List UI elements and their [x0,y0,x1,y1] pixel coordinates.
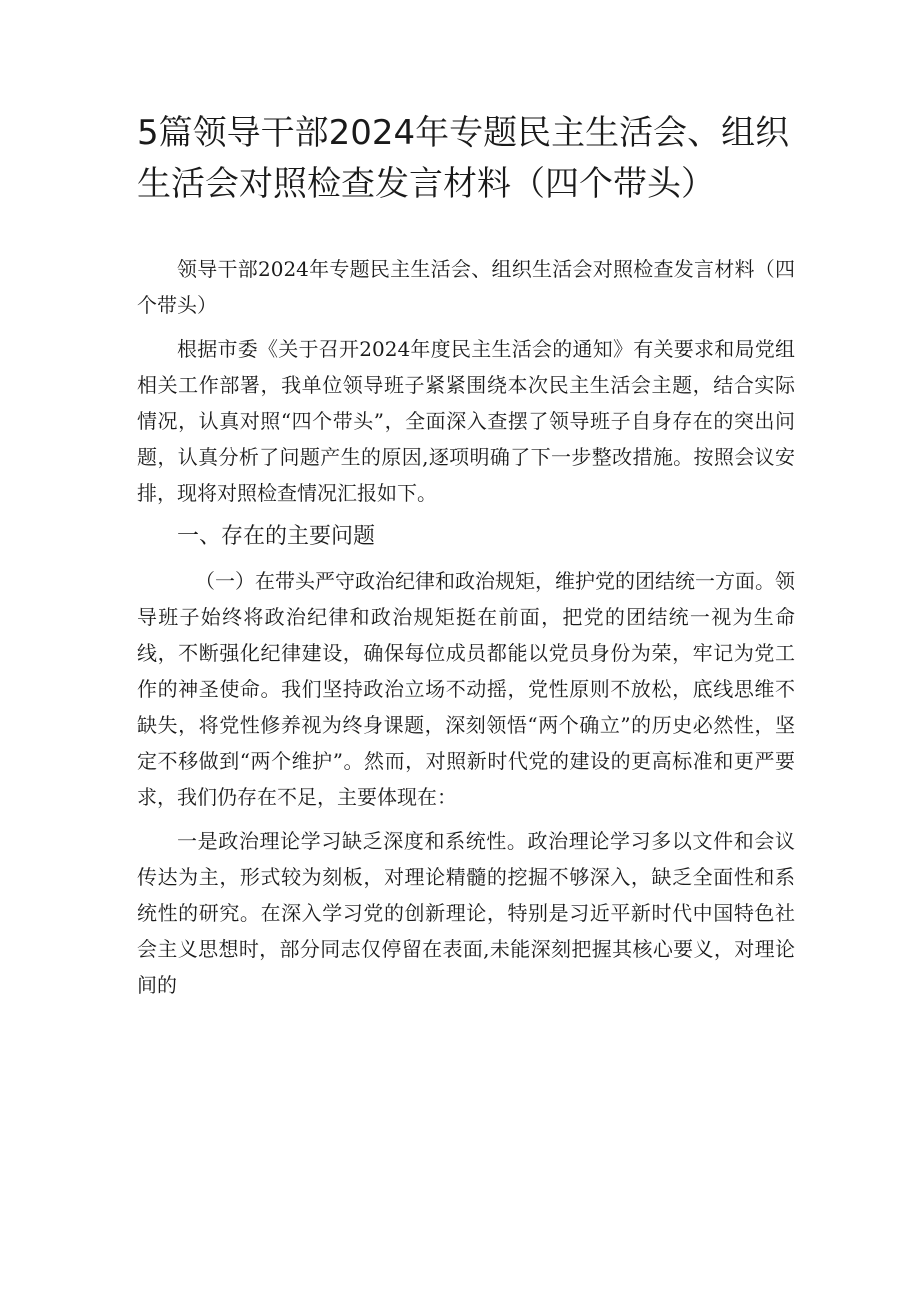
subtitle-paragraph: 领导干部2024年专题民主生活会、组织生活会对照检查发言材料（四个带头） [137,257,795,317]
issue-one-paragraph: 一是政治理论学习缺乏深度和系统性。政治理论学习多以文件和会议传达为主，形式较为刻板，对理论精髓的挖掘不够深入，缺乏全面性和系统性的研究。在深入学习党的创新理论，特别是习近平新时代中国特色社会主义思想时，部分同志仅停留在表面,未能深刻把握其核心要义，对理论间的 [137,829,795,997]
point-one-paragraph: （一）在带头严守政治纪律和政治规矩，维护党的团结统一方面。领导班子始终将政治纪律和政治规矩挺在前面，把党的团结统一视为生命线，不断强化纪律建设，确保每位成员都能以党员身份为荣，牢记为党工作的神圣使命。我们坚持政治立场不动摇，党性原则不放松，底线思维不缺失，将党性修养视为终身课题，深刻领悟“两个确立”的历史必然性，坚定不移做到“两个维护”。然而，对照新时代党的建设的更高标准和更严要求，我们仍存在不足，主要体现在： [137,569,795,809]
document-title: 5篇领导干部2024年专题民主生活会、组织生活会对照检查发言材料（四个带头） [137,113,790,204]
intro-paragraph: 根据市委《关于召开2024年度民主生活会的通知》有关要求和局党组相关工作部署，我单位领导班子紧紧围绕本次民主生活会主题，结合实际情况，认真对照“四个带头”，全面深入查摆了领导班子自身存在的突出问题，认真分析了问题产生的原因,逐项明确了下一步整改措施。按照会议安排，现将对照检查情况汇报如下。 [137,337,795,505]
section-heading: 一、存在的主要问题 [177,524,376,549]
document-body [137,251,795,1011]
